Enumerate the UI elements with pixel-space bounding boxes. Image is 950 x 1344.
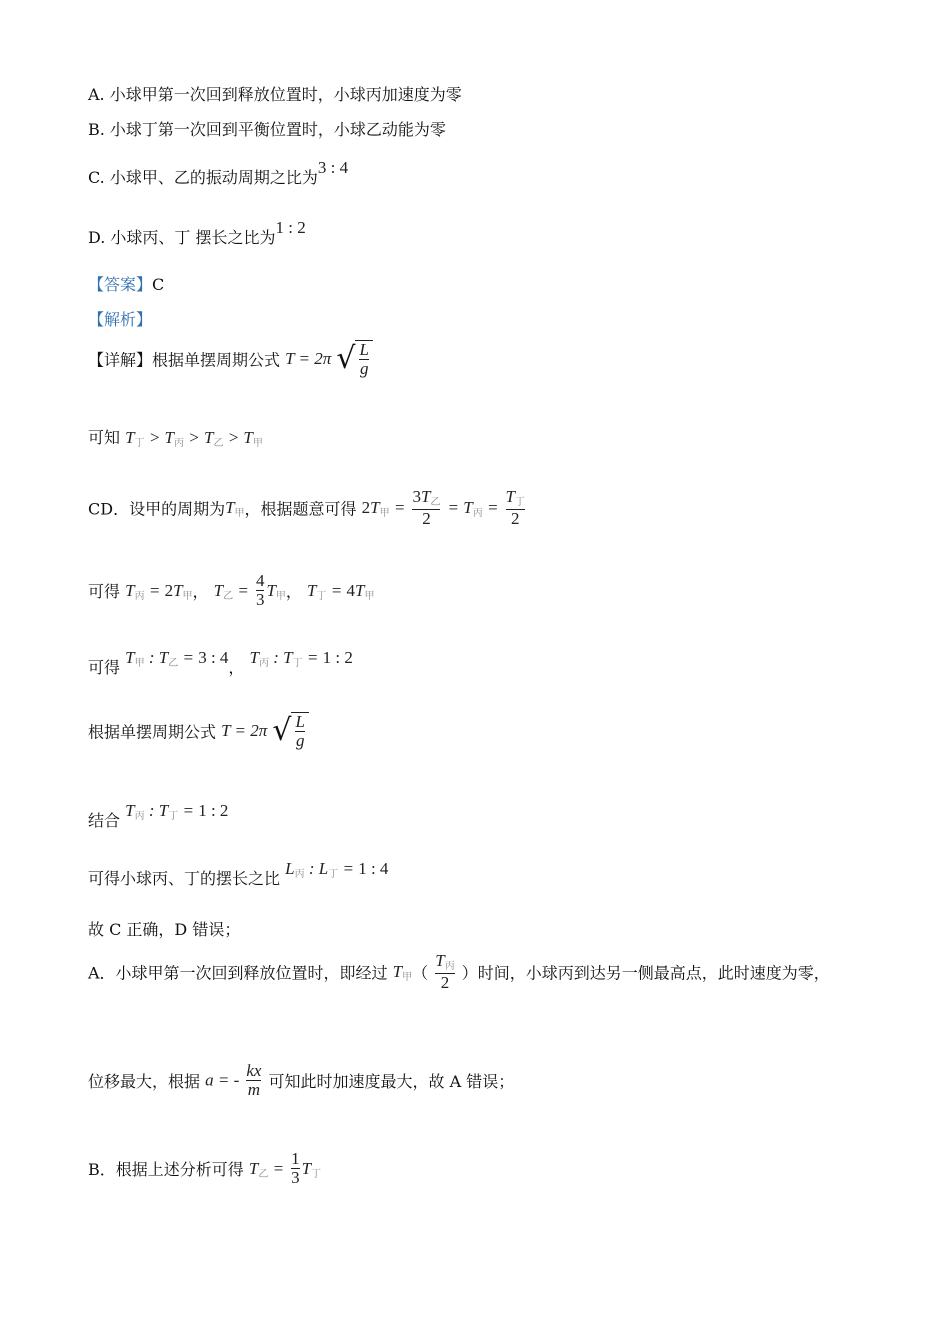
answer-value: C [152,275,165,294]
option-c: C. 小球甲、乙的振动周期之比为3 : 4 [88,158,349,187]
sqrt-formula: √ $\frac{L}{g}$ [336,340,373,378]
a-analysis-line: A．小球甲第一次回到释放位置时，即经过 T甲（ $\frac{\text{T丙}}{2}$ ）时间，小球丙到达另一侧最高点，此时速度为零， [88,951,830,992]
answer-line [88,272,164,295]
answer-tag: 【答案】 [88,275,153,294]
ratio-line: 可得 T甲 : T乙 = 3 : 4， T丙 : T丁 = 1 : 2 [88,648,353,677]
length-ratio-line: 可得小球丙、丁的摆长之比 L丙 : L丁 = 1 : 4 [88,859,389,888]
option-b: B. 小球丁第一次回到平衡位置时，小球乙动能为零 [88,120,446,139]
analysis-tag: 【解析】 [88,310,153,329]
period-order-line: 可知 T丁 > T丙 > T乙 > T甲 [88,428,263,449]
a-acceleration-line: 位移最大，根据 a = - $\frac{kx}{m}$ 可知此时加速度最大，故 A 错误； [88,1061,515,1099]
b-analysis-line: B．根据上述分析可得 T乙 = $\frac{1}{3}$ T丁 [88,1149,322,1187]
option-a: A. 小球甲第一次回到释放位置时，小球丙加速度为零 [88,85,462,104]
cd-line: CD．设甲的周期为T甲，根据题意可得 2T甲 = $\frac{\text{3T乙}}{2}$ = T丙 = $\frac{\text{T丁}}{2}$ [88,487,525,528]
option-d-ratio: 1 : 2 [275,218,306,237]
option-c-ratio: 3 : 4 [317,158,349,177]
combine-line: 结合 T丙 : T丁 = 1 : 2 [88,801,229,830]
formula-line-2: 根据单摆周期公式 T = 2π √ $\frac{L}{g}$ [88,712,309,750]
conclusion-cd: 故 C 正确，D 错误； [88,920,241,939]
option-d: D. 小球丙、丁 摆长之比为1 : 2 [88,218,306,247]
detail-formula-line: 【详解】根据单摆周期公式 T = 2π √ $\frac{L}{g}$ [88,340,373,378]
results-line: 可得 T丙 = 2T甲， T乙 = $\frac{4}{3}$ T甲， T丁 = 4T甲 [88,571,375,609]
